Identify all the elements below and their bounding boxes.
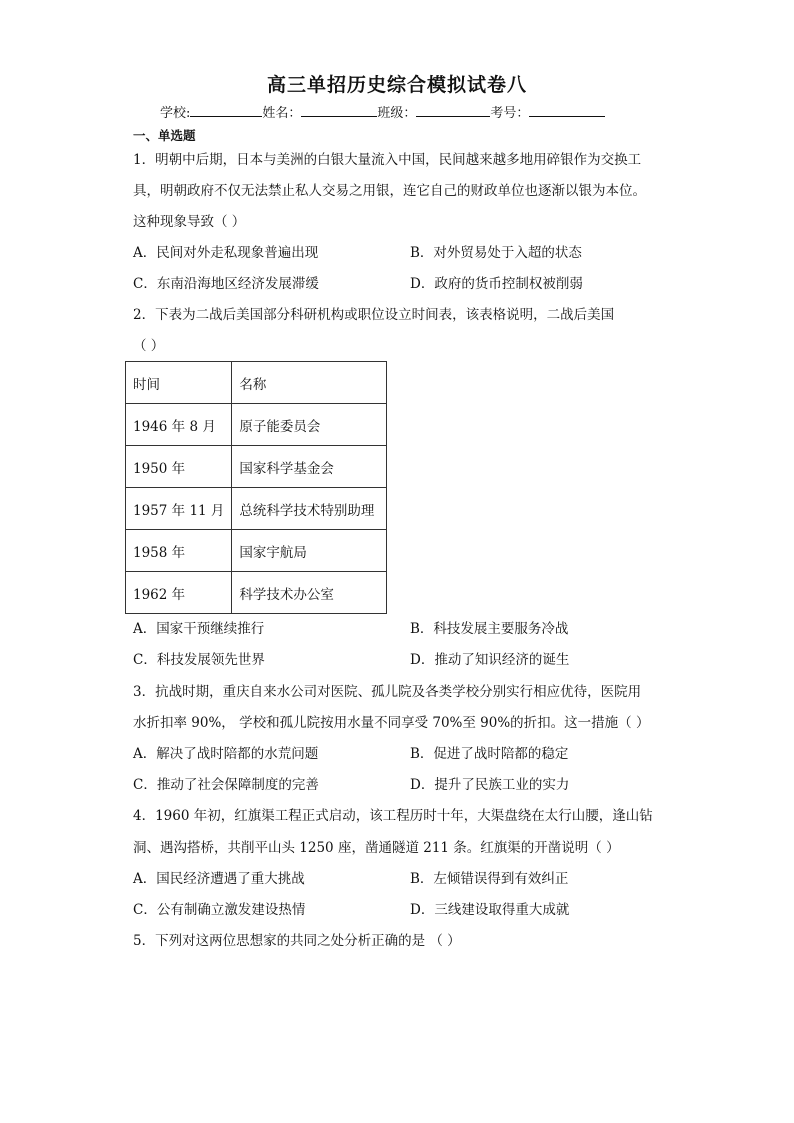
question-2-option-c[interactable]: C．科技发展领先世界	[133, 652, 265, 668]
question-2-option-d[interactable]: D．推动了知识经济的诞生	[410, 652, 570, 668]
question-1-line-2: 具，明朝政府不仅无法禁止私人交易之用银，连它自己的财政单位也逐渐以银为本位。	[133, 183, 646, 199]
exam-no-label: 考号：	[490, 106, 530, 121]
question-4-line-2: 洞、遇沟搭桥，共削平山头 1250 座，凿通隧道 211 条。红旗渠的开凿说明（ ）	[133, 840, 620, 856]
question-3-line-2: 水折扣率 90%， 学校和孤儿院按用水量不同享受 70%至 90%的折扣。这一措施（ ）	[133, 715, 650, 731]
question-3-option-c[interactable]: C．推动了社会保障制度的完善	[133, 777, 319, 793]
question-2-option-b[interactable]: B．科技发展主要服务冷战	[410, 621, 569, 637]
question-4-option-d[interactable]: D．三线建设取得重大成就	[410, 902, 570, 918]
question-1-option-d[interactable]: D．政府的货币控制权被削弱	[410, 276, 583, 292]
table-cell-time: 1950 年	[126, 446, 232, 488]
table-cell-time: 1957 年 11 月	[126, 488, 232, 530]
table-cell-name: 科学技术办公室	[232, 572, 387, 614]
question-3-option-a[interactable]: A．解决了战时陪都的水荒问题	[133, 746, 319, 762]
question-4-option-c[interactable]: C．公有制确立激发建设热情	[133, 902, 306, 918]
table-cell-time: 1946 年 8 月	[126, 404, 232, 446]
table-cell-name: 总统科学技术特别助理	[232, 488, 387, 530]
table-row	[126, 446, 387, 488]
school-blank[interactable]	[190, 104, 262, 117]
question-4-line-1: 4．1960 年初，红旗渠工程正式启动，该工程历时十年，大渠盘绕在太行山腰，逢山钻	[133, 808, 653, 824]
class-label: 班级：	[377, 106, 417, 121]
question-2-option-a[interactable]: A．国家干预继续推行	[133, 621, 265, 637]
question-1-option-c[interactable]: C．东南沿海地区经济发展滞缓	[133, 276, 319, 292]
question-3-option-b[interactable]: B．促进了战时陪都的稳定	[410, 746, 569, 762]
table-cell-name: 原子能委员会	[232, 404, 387, 446]
table-cell-time: 1958 年	[126, 530, 232, 572]
question-4-option-a[interactable]: A．国民经济遭遇了重大挑战	[133, 871, 305, 887]
question-2-table	[125, 361, 387, 614]
table-row	[126, 488, 387, 530]
name-label: 姓名：	[262, 106, 302, 121]
table-row	[126, 404, 387, 446]
question-3-line-1: 3．抗战时期，重庆自来水公司对医院、孤儿院及各类学校分别实行相应优待，医院用	[133, 684, 642, 700]
table-cell-name: 国家科学基金会	[232, 446, 387, 488]
table-cell-name: 国家宇航局	[232, 530, 387, 572]
table-row	[126, 530, 387, 572]
name-blank[interactable]	[301, 104, 377, 117]
table-header-row	[126, 362, 387, 404]
exam-no-blank[interactable]	[529, 104, 605, 117]
table-header-time: 时间	[126, 362, 232, 404]
section-title: 一、单选题	[133, 128, 196, 143]
table-header-name: 名称	[232, 362, 387, 404]
question-2-line-2: （ ）	[133, 338, 165, 354]
question-1-option-b[interactable]: B．对外贸易处于入超的状态	[410, 245, 582, 261]
student-info-row	[160, 102, 605, 121]
question-4-option-b[interactable]: B．左倾错误得到有效纠正	[410, 871, 569, 887]
exam-title: 高三单招历史综合模拟试卷八	[266, 74, 527, 96]
class-blank[interactable]	[416, 104, 490, 117]
question-5-line-1: 5．下列对这两位思想家的共同之处分析正确的是 （ ）	[133, 933, 461, 949]
question-2-line-1: 2．下表为二战后美国部分科研机构或职位设立时间表，该表格说明，二战后美国	[133, 307, 615, 323]
question-3-option-d[interactable]: D．提升了民族工业的实力	[410, 777, 570, 793]
table-row	[126, 572, 387, 614]
question-1-line-1: 1．明朝中后期，日本与美洲的白银大量流入中国，民间越来越多地用碎银作为交换工	[133, 152, 642, 168]
school-label: 学校:	[160, 106, 191, 121]
question-1-line-3: 这种现象导致（ ）	[133, 214, 246, 230]
table-cell-time: 1962 年	[126, 572, 232, 614]
question-1-option-a[interactable]: A．民间对外走私现象普遍出现	[133, 245, 319, 261]
